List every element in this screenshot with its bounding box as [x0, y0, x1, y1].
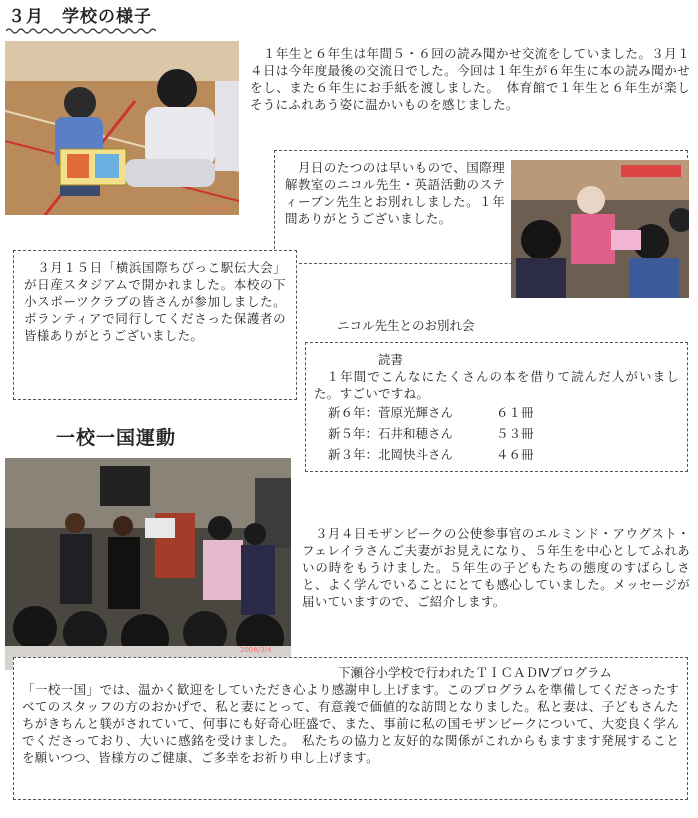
photo-farewell-party [511, 160, 689, 298]
reading-record [328, 404, 679, 421]
message-body: 「一校一国」では、温かく歓迎をしていただき心より感謝申し上げます。このプログラムを準備してくださったすべてのスタッフの方のおかげで、私と妻にとって、有意義で価値的な訪問となりました。私と妻は、子どもさんたちがきちんと躾がされていて、何事にも好奇心旺盛で、また、事前に私の国モザンビークについて、大変良く学んでくださっており、大いに感銘を受けました。 私たちの協力と友好的な関係がこれからもますます発展することを願いつつ、皆様方のご健康、ご多幸をお祈り申し上げます。 [22, 682, 679, 765]
reading-intro: １年間でこんなにたくさんの本を借りて読んだ人がいました。すごいですね。 [314, 369, 679, 401]
reading-record [328, 425, 679, 442]
reading-heading: 読書 [378, 352, 404, 367]
farewell-caption: ニコル先生とのお別れ会 [337, 318, 475, 333]
message-line1: 下瀬谷小学校で行われたＴＩＣＡＤⅣプログラム [338, 665, 612, 680]
reading-record [328, 446, 679, 463]
reading-box [305, 342, 688, 472]
record-count: ６１冊 [496, 405, 534, 420]
reading-exchange-text: １年生と６年生は年間５・６回の読み聞かせ交流をしていました。３月１４日は今年度最後の交流日でした。今回は１年生が６年生に本の読み聞かせをし、また６年生にお手紙を渡しました。 体育館で１年生と６年生が楽しそうにふれあう姿に温かいものを感じました。 [250, 46, 690, 112]
photo-date-stamp: 2008/3/4 [240, 646, 272, 654]
ekiden-box [13, 250, 297, 400]
ekiden-text: ３月１５日「横浜国際ちびっこ駅伝大会」が日産スタジアムで開かれました。本校の下小スポーツクラブの皆さんが参加しました。ボランティアで同行してくださった保護者の皆様ありがとうございました。 [24, 260, 286, 343]
movement-text: ３月４日モザンビークの公使参事官のエルミンド・アウグスト・フェレイラさんご夫妻がお見えになり、５年生を中心としてふれあいの時をもうけました。５年生の子どもたちの態度のすばらしさと、よく学んでいることにとても感心していました。メッセージが届いていますので、ご紹介します。 [302, 526, 690, 609]
movement-heading: 一校一国運動 [56, 427, 177, 449]
record-count: ５３冊 [496, 426, 534, 441]
photo-mozambique-visit [5, 458, 291, 670]
message-box [13, 657, 688, 800]
farewell-text: 月日のたつのは早いもので、国際理解教室のニコル先生・英語活動のスティーブン先生とお別れしました。１年間ありがとうございました。 [285, 160, 505, 226]
title-underline [6, 27, 156, 35]
record-name: 新５年：石井和穂さん [328, 426, 454, 441]
record-name: 新６年：菅原光輝さん [328, 405, 454, 420]
photo-date-stamp: 2008/3/14 [195, 205, 226, 212]
record-name: 新３年：北岡快斗さん [328, 447, 454, 462]
record-count: ４６冊 [496, 447, 534, 462]
page-title: ３月 学校の様子 [8, 7, 152, 27]
photo-reading-exchange [5, 41, 239, 215]
